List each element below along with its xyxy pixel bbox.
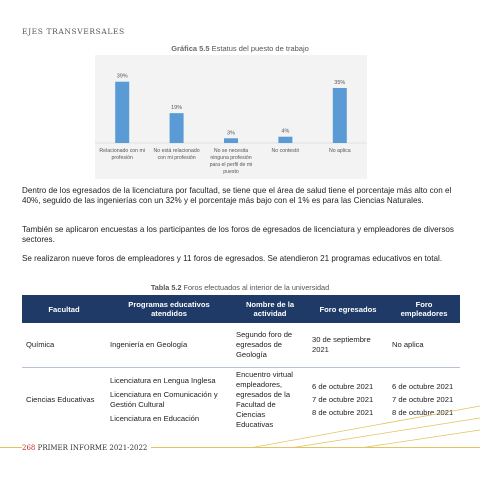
cell-programa-item: Licenciatura en Comunicación y Gestión Cultural: [110, 390, 218, 409]
table-row: [22, 323, 460, 368]
chart-category-label: para el perfil de mi: [209, 162, 253, 168]
report-title: PRIMER INFORME 2021-2022: [37, 444, 148, 452]
page-number: 268: [22, 444, 36, 452]
chart-category-label: profesión: [111, 155, 133, 161]
chart-category-label: ninguna profesión: [210, 155, 252, 161]
table-title-number: Tabla 5.2: [150, 283, 182, 292]
section-header: EJES TRANSVERSALES: [22, 27, 125, 36]
chart-data-label: 39%: [116, 73, 128, 80]
chart-bar: [224, 138, 238, 143]
cell-date: 8 de octubre 2021: [312, 408, 374, 417]
decorative-lines: [250, 400, 480, 448]
chart-category-label: puesto: [223, 169, 239, 175]
header-foro-empleadores: Foro empleadores: [388, 295, 460, 323]
cell-date: 6 de octubre 2021: [392, 382, 454, 391]
chart-category-label: No está relacionado: [153, 148, 200, 154]
chart-title-text: Estatus del puesto de trabajo: [211, 44, 309, 53]
table-header-row: [22, 295, 460, 323]
chart-category-label: No aplica: [328, 148, 351, 154]
table-title-text: Foros efectuados al interior de la universidad: [183, 283, 330, 292]
cell-date: 8 de octubre 2021: [392, 408, 454, 417]
chart-data-label: 4%: [281, 128, 290, 135]
chart-category-label: No se necesita: [213, 148, 249, 154]
chart-category-label: No contestó: [271, 148, 300, 154]
chart-data-label: 19%: [171, 105, 183, 112]
cell-facultad: Química: [22, 323, 106, 368]
header-foro-egresados: Foro egresados: [308, 295, 388, 323]
chart-bar: [278, 137, 292, 143]
cell-date: 7 de octubre 2021: [392, 395, 454, 404]
cell-foro-empleadores: No aplica: [388, 323, 460, 368]
cell-facultad: Ciencias Educativas: [26, 395, 95, 404]
chart-data-label: 35%: [334, 80, 346, 86]
bar-chart: [95, 55, 367, 179]
cell-date: 7 de octubre 2021: [312, 395, 374, 404]
footer: [22, 444, 151, 452]
chart-bar: [115, 82, 129, 143]
chart-title-number: Gráfica 5.5: [171, 44, 210, 53]
header-actividad: Nombre de la actividad: [232, 295, 308, 323]
paragraph-2: También se aplicaron encuestas a los participantes de los foros de egresados de licenciatura y empleadores de diversos sectores.: [22, 225, 454, 245]
cell-actividad: Segundo foro de egresados de Geología: [232, 323, 308, 368]
cell-date: 6 de octubre 2021: [312, 382, 374, 391]
chart-category-label: Relacionado con mi: [99, 148, 145, 154]
cell-foro-egresados: 30 de septiembre 2021: [308, 323, 388, 368]
cell-programas: [106, 368, 232, 433]
chart-data-label: 3%: [227, 130, 235, 137]
paragraph-1: Dentro de los egresados de la licenciatura por facultad, se tiene que el área de salud tiene el porcentaje más alto con el 40%, seguido de las ingenierías con un 32% y el porcentaje más bajo con el 1% es para las Ciencias Naturales.: [22, 186, 452, 206]
table-title: [0, 283, 480, 292]
chart-bar: [333, 88, 347, 143]
header-programas: Programas educativos atendidos: [106, 295, 232, 323]
paragraph-3: Se realizaron nueve foros de empleadores y 11 foros de egresados. Se atendieron 21 programas educativos en total.: [22, 254, 443, 263]
chart-title: [0, 44, 480, 53]
cell-programa: Ingeniería en Geología: [106, 323, 232, 368]
chart-category-label: con mi profesión: [157, 155, 196, 161]
cell-programa-item: Licenciatura en Educación: [110, 414, 200, 423]
cell-programa-item: Licenciatura en Lengua Inglesa: [110, 376, 216, 385]
cell-actividad: Encuentro virtual empleadores, egresados de la Facultad de Ciencias Educativas: [236, 370, 293, 429]
header-facultad: Facultad: [22, 295, 106, 323]
chart-bar: [170, 113, 184, 143]
bar-chart-svg: [95, 55, 367, 179]
